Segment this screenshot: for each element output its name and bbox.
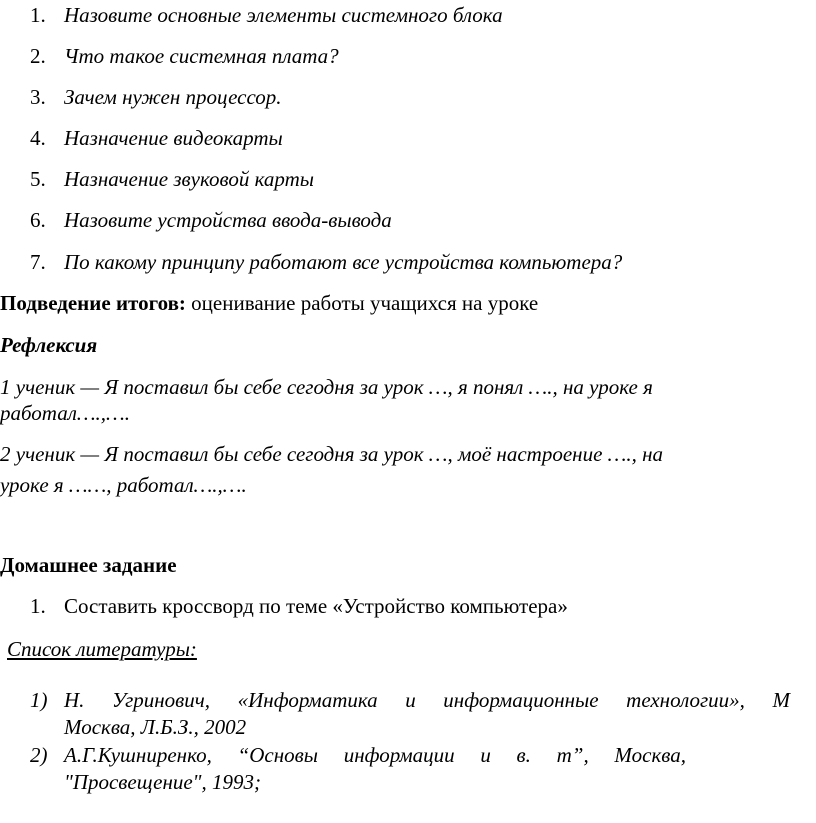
literature-item-line2: Москва, Л.Б.З., 2002 — [64, 715, 247, 739]
homework-heading: Домашнее задание — [0, 553, 177, 577]
literature-item-line2: "Просвещение", 1993; — [64, 770, 261, 794]
homework-item-text: Составить кроссворд по теме «Устройство компьютера» — [64, 594, 568, 618]
question-text: Назначение звуковой карты — [64, 167, 314, 191]
literature-item-line1: А.Г.Кушниренко, “Основы информации и в. т”, Москва, — [64, 743, 686, 767]
reflection-student1-line1: 1 ученик — Я поставил бы себе сегодня за урок …, я понял …., на уроке я — [0, 375, 653, 399]
summary-text: оценивание работы учащихся на уроке — [185, 291, 539, 315]
question-text: Зачем нужен процессор. — [64, 85, 282, 109]
question-text: Назначение видеокарты — [64, 126, 283, 150]
question-number: 4. — [30, 126, 46, 150]
question-number: 7. — [30, 250, 46, 274]
question-text: Назовите основные элементы системного блока — [64, 3, 503, 27]
reflection-student2-line1: 2 ученик — Я поставил бы себе сегодня за урок …, моё настроение …., на — [0, 442, 663, 466]
question-text: По какому принципу работают все устройства компьютера? — [64, 250, 623, 274]
question-number: 1. — [30, 3, 46, 27]
reflection-student1-line2: работал….,…. — [0, 401, 130, 425]
reflection-heading: Рефлексия — [0, 333, 98, 357]
literature-item-number: 2) — [30, 743, 48, 767]
question-number: 6. — [30, 208, 46, 232]
question-number: 5. — [30, 167, 46, 191]
question-text: Что такое системная плата? — [64, 44, 339, 68]
summary-paragraph — [0, 290, 538, 316]
reflection-student2-line2: уроке я ……, работал….,…. — [0, 473, 247, 497]
question-text: Назовите устройства ввода-вывода — [64, 208, 392, 232]
literature-item-line1: Н. Угринович, «Информатика и информационные технологии», М — [64, 688, 790, 712]
homework-item-number: 1. — [30, 594, 46, 618]
literature-item-number: 1) — [30, 688, 48, 712]
question-number: 2. — [30, 44, 46, 68]
literature-heading: Список литературы: — [7, 637, 197, 661]
question-number: 3. — [30, 85, 46, 109]
summary-label: Подведение итогов: — [0, 291, 186, 315]
